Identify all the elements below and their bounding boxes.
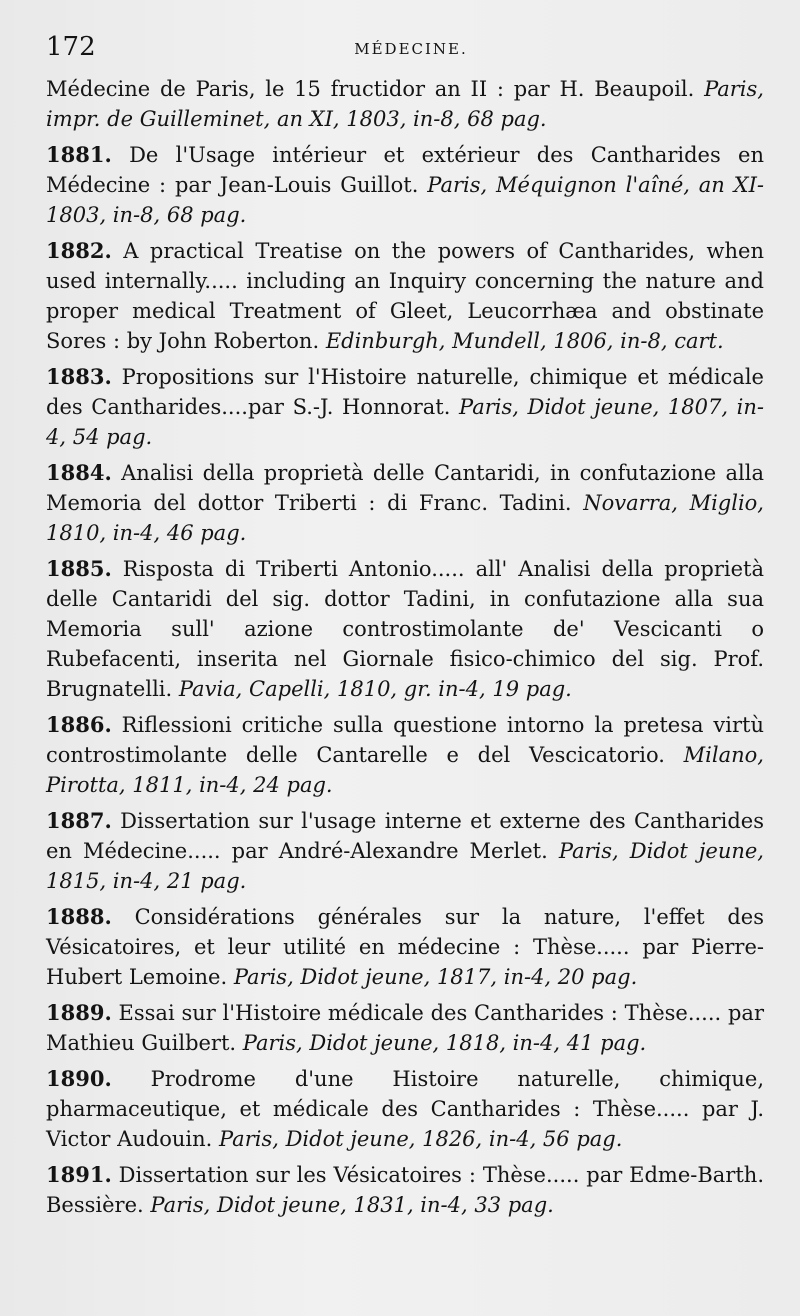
bibliography-list [46,74,764,1226]
entry-text: Dissertation sur l'usage interne et externe des Cantharides en Médecine..... par André-Alexandre Merlet. [46,809,764,863]
entry-number: 1885. [46,556,112,581]
entry-imprint: Paris, Didot jeune, 1826, in-4, 56 pag. [218,1127,623,1151]
bibliography-entry [46,458,764,548]
entry-imprint: Paris, Didot jeune, 1817, in-4, 20 pag. [233,965,638,989]
entry-imprint: Paris, Didot jeune, 1818, in-4, 41 pag. [242,1031,647,1055]
bibliography-entry [46,140,764,230]
entry-number: 1881. [46,142,112,167]
entry-number: 1889. [46,1000,112,1025]
entry-text: Dissertation sur les Vésicatoires : Thèse..... par Edme-Barth. Bessière. [46,1163,764,1217]
entry-number: 1883. [46,364,112,389]
bibliography-entry [46,1160,764,1220]
entry-number: 1888. [46,904,112,929]
running-head: MÉDECINE. [354,40,468,58]
entry-number: 1887. [46,808,112,833]
entry-text: Risposta di Triberti Antonio..... all' Analisi della proprietà delle Cantaridi del sig. dottor Tadini, in confutazione alla sua Memoria sull' azione controstimolante de' Vescicanti o Rubefacenti, inserita nel Giornale fisico-chimico del sig. Prof. Brugnatelli. [46,557,764,701]
entry-text: Analisi della proprietà delle Cantaridi, in confutazione alla Memoria del dottor Triberti : di Franc. Tadini. [46,461,764,515]
entry-imprint: Paris, Didot jeune, 1807, in-4, 54 pag. [46,395,764,449]
entry-imprint: Paris, Méquignon l'aîné, an XI-1803, in-8, 68 pag. [46,173,765,227]
entry-text: A practical Treatise on the powers of Cantharides, when used internally..... including an Inquiry concerning the nature and proper medical Treatment of Gleet, Leucorrhæa and obstinate Sores : by John Roberton. [46,239,764,353]
entry-number: 1891. [46,1162,112,1187]
entry-text: Propositions sur l'Histoire naturelle, chimique et médicale des Cantharides....par S.-J. Honnorat. [46,365,764,419]
bibliography-entry [46,806,764,896]
bibliography-entry [46,902,764,992]
bibliography-entry [46,998,764,1058]
bibliography-entry [46,236,764,356]
entry-number: 1882. [46,238,112,263]
entry-imprint: Paris, Didot jeune, 1831, in-4, 33 pag. [150,1193,554,1217]
entry-text: Prodrome d'une Histoire naturelle, chimique, pharmaceutique, et médicale des Cantharides : Thèse..... par J. Victor Audouin. [46,1067,764,1151]
entry-text: Considérations générales sur la nature, l'effet des Vésicatoires, et leur utilité en médecine : Thèse..... par Pierre-Hubert Lemoine. [46,905,764,989]
page-number: 172 [46,32,96,62]
bibliography-entry [46,710,764,800]
bibliography-entry [46,362,764,452]
entry-text: Médecine de Paris, le 15 fructidor an II : par H. Beaupoil. [46,77,695,101]
entry-imprint: Edinburgh, Mundell, 1806, in-8, cart. [325,329,724,353]
entry-text: Riflessioni critiche sulla questione intorno la pretesa virtù controstimolante delle Cantarelle e del Vescicatorio. [46,713,764,767]
entry-imprint: Novarra, Miglio, 1810, in-4, 46 pag. [46,491,764,545]
carryover-entry [46,74,764,134]
entry-text: De l'Usage intérieur et extérieur des Cantharides en Médecine : par Jean-Louis Guillot. [46,143,764,197]
entry-imprint: Paris, impr. de Guilleminet, an XI, 1803, in-8, 68 pag. [46,77,764,131]
page-header [46,32,776,66]
bibliography-entry [46,554,764,704]
entry-number: 1886. [46,712,112,737]
entry-text: Essai sur l'Histoire médicale des Cantharides : Thèse..... par Mathieu Guilbert. [46,1001,764,1055]
entry-imprint: Pavia, Capelli, 1810, gr. in-4, 19 pag. [178,677,572,701]
entry-imprint: Milano, Pirotta, 1811, in-4, 24 pag. [46,743,764,797]
entry-number: 1884. [46,460,112,485]
bibliography-entry [46,1064,764,1154]
entry-imprint: Paris, Didot jeune, 1815, in-4, 21 pag. [46,839,764,893]
entry-number: 1890. [46,1066,112,1091]
